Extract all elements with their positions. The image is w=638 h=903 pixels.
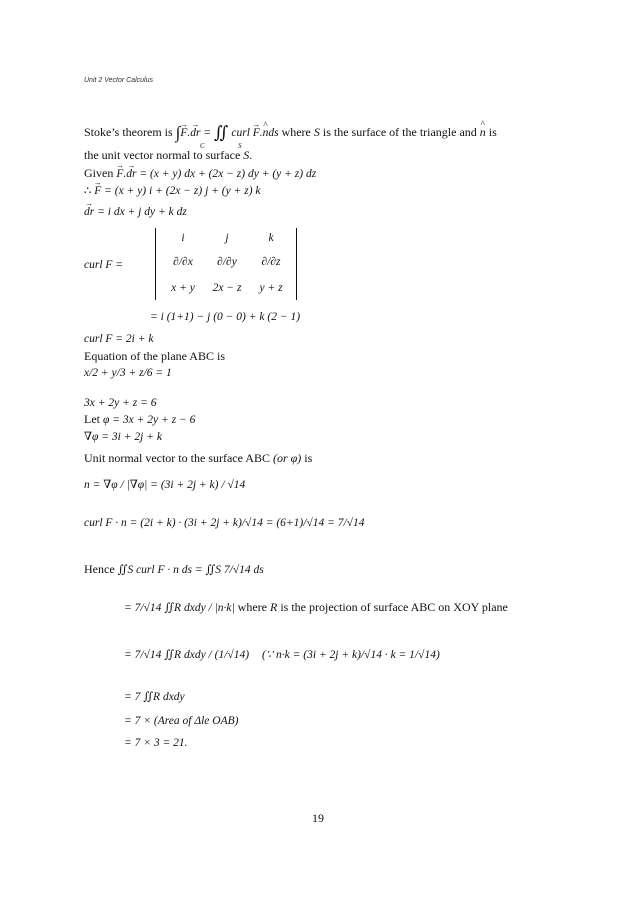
stokes-n-var: ^ n [480,125,486,139]
page-number: 19 [312,811,324,825]
curl-dot-n: curl F · n = (2i + k) · (3i + 2j + k)/√14 = (6+1)/√14 = 7/√14 [84,517,365,529]
step1-projection: is the projection of surface ABC on XOY plane [280,600,508,614]
let-line [84,412,195,427]
det-cell-dy: ∂/∂y [217,256,237,268]
therefore-f-line: ∴ → F = (x + y) i + (2x − z) j + (y + z) k [84,184,261,198]
given-fdr-expr: = (x + y) dx + (2x − z) dy + (y + z) dz [139,168,317,180]
det-cell-dx: ∂/∂x [173,256,193,268]
hence-label: Hence [84,562,115,576]
plane-eq2: 3x + 2y + z = 6 [84,397,157,409]
hence-lhs: ∬S curl F · n ds = ∬S 7/√14 ds [117,564,264,576]
step1-line [124,600,508,615]
grad-phi: ∇φ = 3i + 2j + k [84,431,162,443]
given-line [84,166,316,181]
hence-line [84,562,264,577]
curl-determinant [155,228,297,300]
curl-expansion: = i (1+1) − j (0 − 0) + k (2 − 1) [150,311,301,323]
normal-is: is [304,451,313,465]
f-expr: = (x + y) i + (2x − z) j + (y + z) k [104,185,261,197]
det-cell-yz: y + z [259,282,283,294]
stokes-intro-text: Stoke’s theorem is [84,125,173,139]
step4-expr: = 7 × (Area of Δle OAB) [124,715,239,727]
det-cell-j: j [225,232,229,244]
normal-or-phi: (or φ) [272,451,302,465]
line-integral-sub: C [200,142,205,150]
phi-def: φ = 3x + 2y + z − 6 [103,414,196,426]
stokes-line2-text: the unit vector normal to surface [84,148,241,162]
plane-eq1: x/2 + y/3 + z/6 = 1 [84,367,172,379]
stokes-line2-end: . [249,148,253,162]
curl-result: curl F = 2i + k [84,333,154,345]
step5-expr: = 7 × 3 = 21. [124,737,188,749]
det-cell-dz: ∂/∂z [261,256,281,268]
given-fdr: → F.→ dr = (x + y) dx + (2x − z) dy + (y + z) dz [116,168,316,180]
therefore-symbol: ∴ [84,185,92,197]
normal-heading: Unit normal vector to the surface ABC [84,451,270,465]
stokes-surface-text: is the surface of the triangle and [322,125,477,139]
dr-line: → dr = i dx + j dy + k dz [84,205,187,219]
step1-expr: = 7/√14 ∬R dxdy / |n·k| [124,602,235,614]
given-label: Given [84,166,114,180]
stokes-line2-s: S [243,148,250,162]
stokes-s-var: S [313,125,320,139]
step3-expr: = 7 ∬R dxdy [124,691,185,703]
n-hat-expr: n = ∇φ / |∇φ| = (3i + 2j + k) / √14 [84,479,246,491]
surface-integral-sub: S [238,142,242,150]
running-header: Unit 2 Vector Calculus [84,77,153,84]
step1-where: where [237,600,267,614]
det-cell-xy: x + y [171,282,195,294]
let-label: Let [84,412,100,426]
stokes-intro [84,125,497,140]
stokes-line2 [84,148,252,162]
stokes-where: where [281,125,311,139]
normal-heading-line [84,451,312,465]
det-cell-i: i [181,232,185,244]
step1-r-var: R [270,600,278,614]
stokes-formula: ∫→ F.→ dr = ∬ curl → F.^ nds [176,127,282,139]
det-cell-2xz: 2x − z [212,282,242,294]
dr-expr: = i dx + j dy + k dz [97,206,187,218]
det-cell-k: k [268,232,274,244]
stokes-is: is [488,125,497,139]
curl-label: curl F = [84,259,124,271]
because-note: (∵ n·k = (3i + 2j + k)/√14 · k = 1/√14) [262,649,440,661]
step2-expr: = 7/√14 ∬R dxdy / (1/√14) [124,649,250,661]
plane-heading: Equation of the plane ABC is [84,349,225,363]
